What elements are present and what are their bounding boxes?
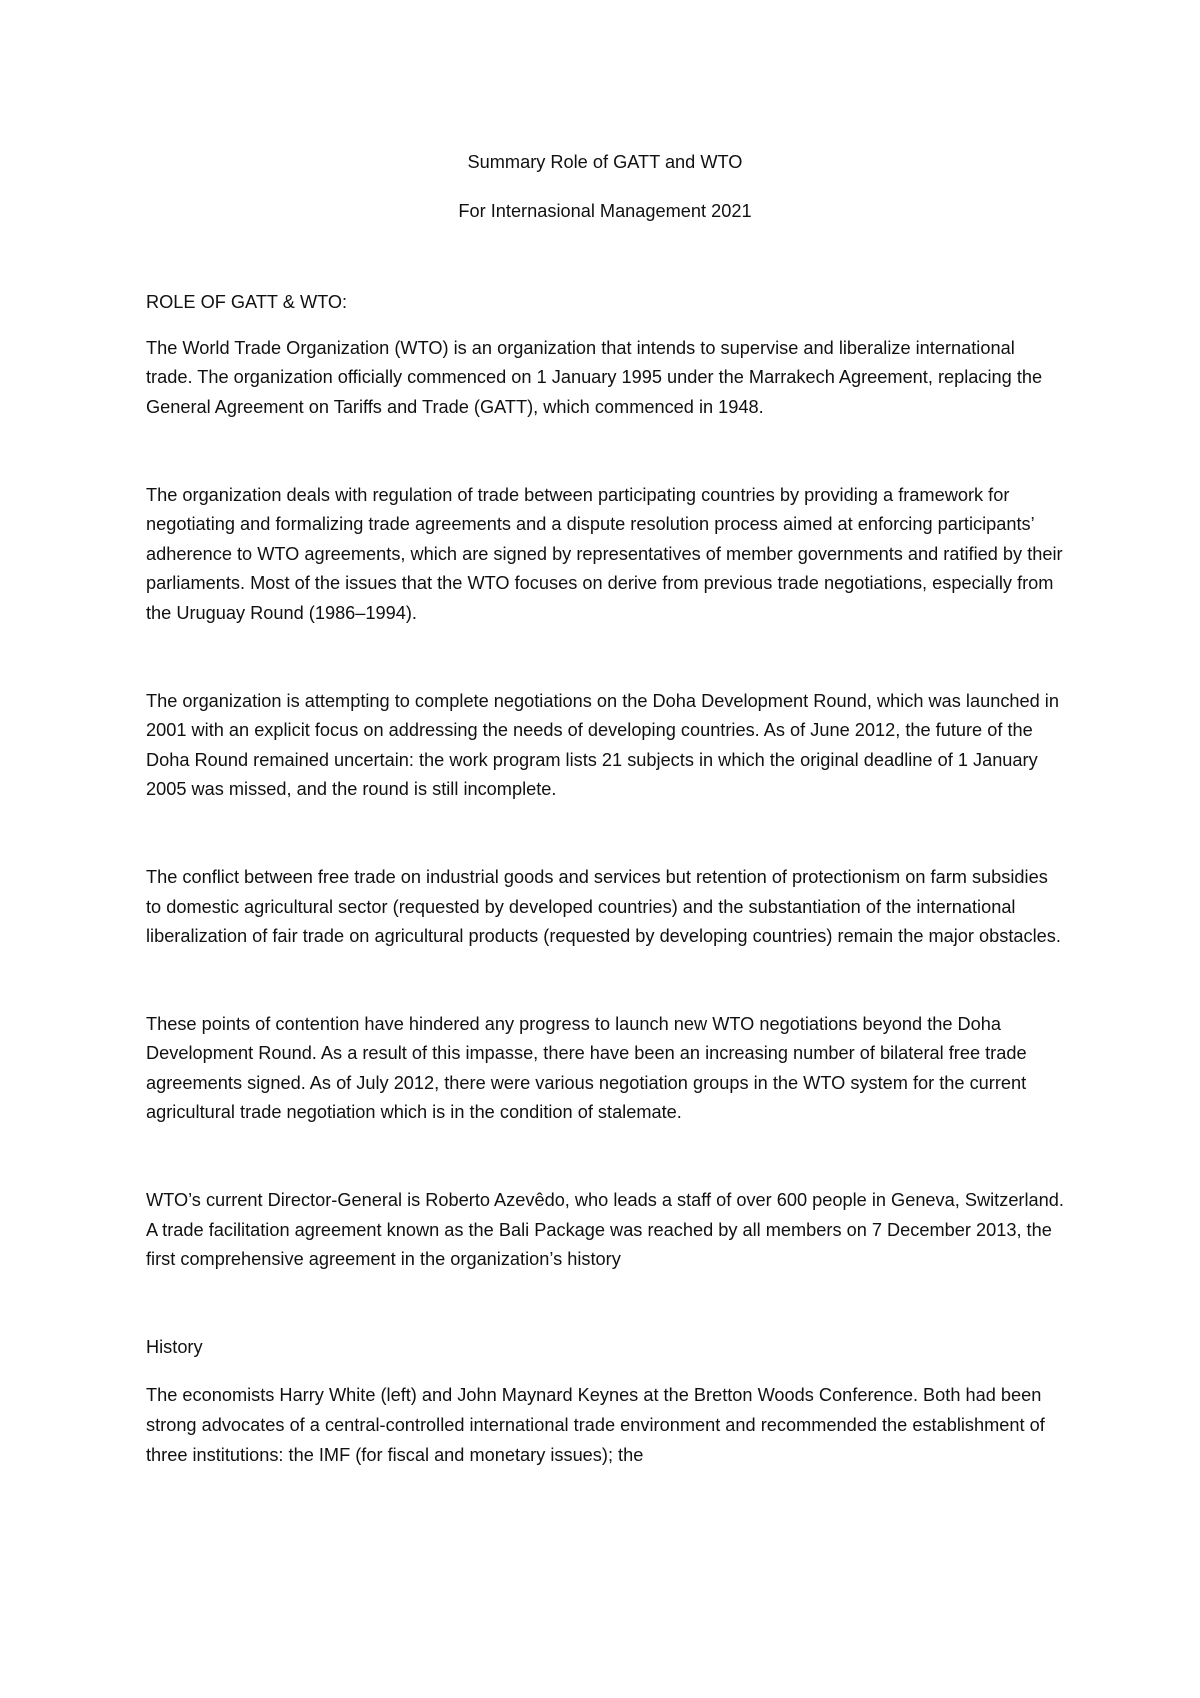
paragraph-history: The economists Harry White (left) and John Maynard Keynes at the Bretton Woods Conference. Both had been strong advocates of a central-controlled international trade environment and recommended the establishment of three institutions: the IMF (for fiscal and monetary issues); the (146, 1385, 1045, 1465)
paragraph-contention: These points of contention have hindered any progress to launch new WTO negotiations beyond the Doha Development Round. As a result of this impasse, there have been an increasing number of bilateral free trade agreements signed. As of July 2012, there were various negotiation groups in the WTO system for the current agricultural trade negotiation which is in the condition of stalemate. (146, 1013, 1027, 1123)
paragraph-director-general: WTO’s current Director-General is Roberto Azevêdo, who leads a staff of over 600 people in Geneva, Switzerland. A trade facilitation agreement known as the Bali Package was reached by all members on 7 December 2013, the first comprehensive agreement in the organization’s history (146, 1190, 1064, 1270)
paragraph-wto-overview: The World Trade Organization (WTO) is an organization that intends to supervise and liberalize international trade. The organization officially commenced on 1 January 1995 under the Marrakech Agreement, replacing the General Agreement on Tariffs and Trade (GATT), which commenced in 1948. (146, 337, 1043, 417)
paragraph-regulation: The organization deals with regulation of trade between participating countries by providing a framework for negotiating and formalizing trade agreements and a dispute resolution process aimed at enforcing participants’ adherence to WTO agreements, which are signed by representatives of member governments and ratified by their parliaments. Most of the issues that the WTO focuses on derive from previous trade negotiations, especially from the Uruguay Round (1986–1994). (146, 484, 1063, 623)
document-subtitle: For Internasional Management 2021 (458, 200, 752, 221)
document-body (146, 148, 1064, 1470)
paragraph-doha-round: The organization is attempting to complete negotiations on the Doha Development Round, which was launched in 2001 with an explicit focus on addressing the needs of developing countries. As of June 2012, the future of the Doha Round remained uncertain: the work program lists 21 subjects in which the original deadline of 1 January 2005 was missed, and the round is still incomplete. (146, 690, 1059, 800)
section-heading: ROLE OF GATT & WTO: (146, 292, 348, 313)
paragraph-conflict: The conflict between free trade on industrial goods and services but retention of protectionism on farm subsidies to domestic agricultural sector (requested by developed countries) and the substantiation of the international liberalization of fair trade on agricultural products (requested by developing countries) remain the major obstacles. (146, 866, 1061, 947)
history-heading: History (146, 1336, 203, 1357)
document-title: Summary Role of GATT and WTO (467, 152, 743, 172)
